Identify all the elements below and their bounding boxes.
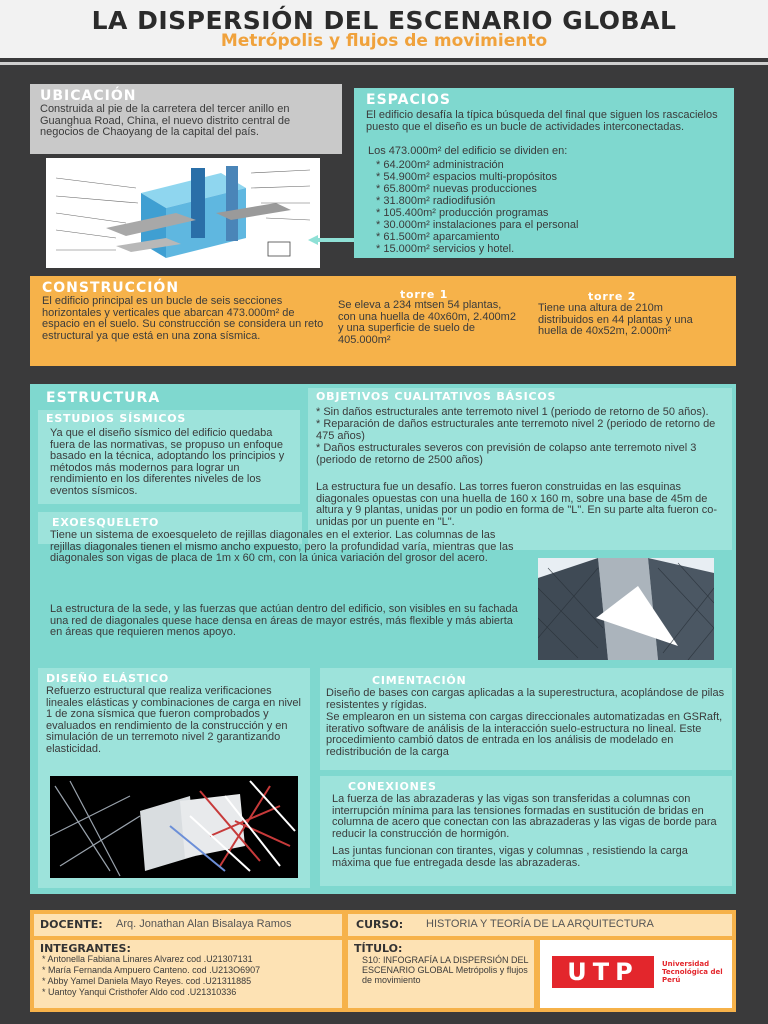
list-item: * Reparación de daños estructurales ante terremoto nivel 2 (periodo de retorno de 475 años)	[316, 418, 726, 442]
list-item: * Daños estructurales severos con previsión de colapso ante terremoto nivel 3 (periodo de retorno de 2500 años)	[316, 442, 726, 466]
objetivos-panel	[308, 388, 732, 550]
connector-arrow	[308, 230, 356, 240]
list-item: * 105.400m² producción programas	[376, 207, 578, 219]
estructura-heading: ESTRUCTURA	[46, 390, 161, 406]
structural-render-image	[50, 776, 298, 878]
objetivos-heading: OBJETIVOS CUALITATIVOS BÁSICOS	[316, 390, 557, 403]
structural-render-icon	[50, 776, 298, 878]
list-item: * María Fernanda Ampuero Canteno. cod .U213O6907	[42, 965, 260, 976]
curso-label: CURSO:	[356, 918, 404, 931]
list-item: * Uantoy Yanqui Cristhofer Aldo cod .U21310336	[42, 987, 260, 998]
list-item: * 15.000m² servicios y hotel.	[376, 243, 578, 255]
espacios-lead: Los 473.000m² del edificio se dividen en:	[368, 145, 568, 157]
exoesqueleto-heading: EXOESQUELETO	[52, 516, 160, 529]
torre2-text: Tiene una altura de 210m distribuidos en 44 plantas y una huella de 40x52m, 2.000m²	[538, 302, 693, 337]
curso-box	[348, 914, 732, 936]
curso-value: HISTORIA Y TEORÍA DE LA ARQUITECTURA	[426, 918, 654, 930]
utp-logo	[552, 956, 654, 988]
espacios-list	[376, 159, 578, 255]
espacios-panel	[354, 88, 734, 258]
ubicacion-text: Construida al pie de la carretera del tercer anillo en Guanghua Road, China, el nuevo distrito central de negocios de Chaoyang de la capital del país.	[40, 103, 291, 138]
cimentacion-text: Diseño de bases con cargas aplicadas a la superestructura, acoplándose de pilas resistentes y rígidas.	[326, 687, 725, 711]
conexiones-panel	[320, 776, 732, 886]
list-item: * 65.800m² nuevas producciones	[376, 183, 578, 195]
torre2-title: torre 2	[588, 290, 637, 303]
arrow-left-icon	[308, 235, 356, 245]
utp-logo-text: UTP	[567, 958, 639, 986]
ubicacion-heading: UBICACIÓN	[40, 88, 137, 104]
list-item: * 61.500m² aparcamiento	[376, 231, 578, 243]
integrantes-label: INTEGRANTES:	[40, 942, 131, 955]
espacios-heading: ESPACIOS	[366, 92, 451, 108]
ubicacion-panel	[30, 84, 342, 154]
list-item: * Sin daños estructurales ante terremoto nivel 1 (periodo de retorno de 50 años).	[316, 406, 726, 418]
sismicos-text: Ya que el diseño sísmico del edificio quedaba fuera de las normativas, se propuso un enfoque basado en la técnica, adoptando los principios y métodos más modernos para lograr un rendimiento en los diferentes niveles de los eventos sísmicos.	[50, 427, 285, 497]
torre1-text: Se eleva a 234 mtsen 54 plantas, con una huella de 40x60m, 2.400m2 y una superficie de suelo de 405.000m²	[338, 299, 516, 346]
poster-subtitle: Metrópolis y flujos de movimiento	[220, 31, 548, 51]
construccion-text: El edificio principal es un bucle de seis secciones horizontales y verticales que abarcan 473.000m² de espacio en el suelo. Su construcción se considera un reto estructural ya que está en una zona sísmica.	[42, 295, 324, 342]
titulo-label: TÍTULO:	[354, 942, 403, 955]
utp-university-name: Universidad Tecnológica del Perú	[662, 960, 723, 984]
construccion-panel	[30, 276, 736, 366]
cimentacion-text-2: Se emplearon en un sistema con cargas direccionales automatizadas en GSRaft, iterativo software de análisis de la interacción suelo-estructura no lineal. Este procedimiento cambió datos de entrada en los análisis de modelado en redistribución de la carga	[326, 711, 723, 758]
integrantes-list	[42, 954, 260, 998]
construccion-heading: CONSTRUCCIÓN	[42, 280, 180, 296]
cimentacion-heading: CIMENTACIÓN	[372, 674, 467, 687]
list-item: * 30.000m² instalaciones para el personal	[376, 219, 578, 231]
list-item: * 54.900m² espacios multi-propósitos	[376, 171, 578, 183]
exoesqueleto-text-2: La estructura de la sede, y las fuerzas que actúan dentro del edificio, son visibles en su fachada una red de diagonales quese hace densa en áreas de mayor estrés, más flexible y más abierta en áreas que requieren menos apoyo.	[50, 603, 518, 638]
conexiones-heading: CONEXIONES	[348, 780, 437, 793]
header-divider	[0, 62, 768, 65]
list-item: * Abby Yamel Daniela Mayo Reyes. cod .U21311885	[42, 976, 260, 987]
list-item: * 64.200m² administración	[376, 159, 578, 171]
exoesqueleto-text: Tiene un sistema de exoesqueleto de rejillas diagonales en el exterior. Las columnas de las rejillas diagonales tienen el mismo ancho expuesto, pero la profundidad varía, mientras que las diagonales son vigas de placa de 1m x 60 cm, con la única variación del grosor del acero.	[50, 529, 514, 564]
docente-label: DOCENTE:	[40, 918, 103, 931]
objetivos-text: La estructura fue un desafío. Las torres fueron construidas en las esquinas diagonales opuestas con una huella de 160 x 160 m, sobre una base de 45m de altura y 9 plantas, unidas por un podio en forma de "L". En su parte alta fueron co-unidas por un puente en "L".	[316, 481, 718, 528]
titulo-value: S10: INFOGRAFÍA LA DISPERSIÓN DEL ESCENARIO GLOBAL Metrópolis y flujos de movimiento	[362, 955, 529, 985]
elastico-heading: DISEÑO ELÁSTICO	[46, 672, 170, 685]
program-diagram-icon	[46, 158, 320, 268]
sismicos-panel	[38, 410, 300, 504]
poster-title: LA DISPERSIÓN DEL ESCENARIO GLOBAL	[91, 6, 677, 35]
integrantes-box	[34, 940, 342, 1008]
conexiones-text: La fuerza de las abrazaderas y las vigas son transferidas a columnas con interrupción mínima para las tensiones formadas en sustitución de bridas en columna de acero que conectan con las abrazaderas y las vigas de borde para reducir la construcción de hormigón.	[332, 793, 717, 840]
building-program-diagram	[46, 158, 320, 268]
espacios-intro: El edificio desafía la típica búsqueda del final que siguen los rascacielos puesto que el diseño es un bucle de actividades interconectadas.	[366, 109, 718, 133]
titulo-box	[348, 940, 534, 1008]
docente-value: Arq. Jonathan Alan Bisalaya Ramos	[116, 918, 292, 930]
elastico-text: Refuerzo estructural que realiza verificaciones lineales elásticas y combinaciones de carga en nivel 1 de zona sísmica que fueron comprobados y evaluados en rendimiento de la construcción y en simulación de un terremoto nivel 2 garantizando elasticidad.	[46, 685, 301, 755]
sismicos-heading: ESTUDIOS SÍSMICOS	[46, 412, 187, 425]
conexiones-text-2: Las juntas funcionan con tirantes, vigas y columnas , resistiendo la carga máxima que fue entregada desde las abrazaderas.	[332, 845, 688, 869]
docente-box	[34, 914, 342, 936]
facade-photo-icon	[538, 558, 714, 660]
list-item: * 31.800m² radiodifusión	[376, 195, 578, 207]
objetivos-list	[316, 406, 726, 466]
cimentacion-panel	[320, 668, 732, 770]
torre1-title: torre 1	[400, 288, 449, 301]
exoskeleton-facade-photo	[538, 558, 714, 660]
list-item: * Antonella Fabiana Linares Alvarez cod .U21307131	[42, 954, 260, 965]
utp-logo-box	[540, 940, 732, 1008]
